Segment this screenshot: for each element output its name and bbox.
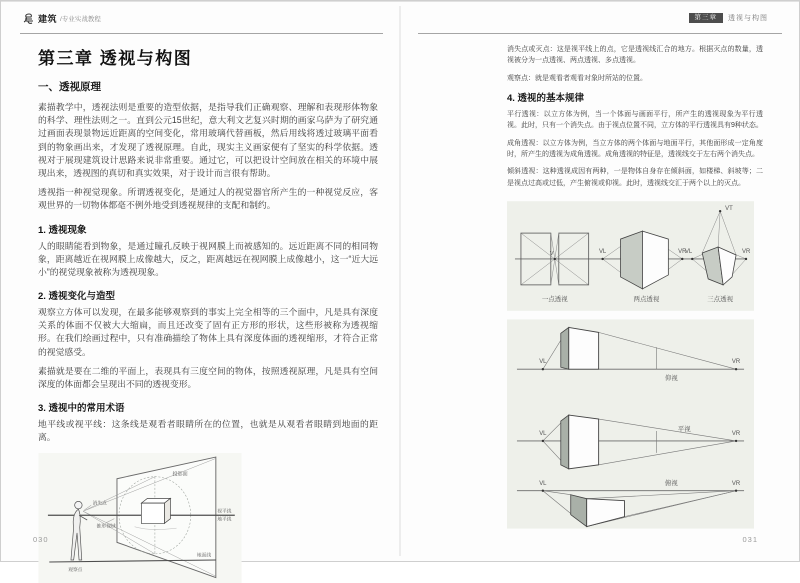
three-point-caption: 三点透视 bbox=[707, 295, 734, 303]
paragraph: 成角透视：以立方体为例，当立方体的两个体面与地面平行，其他面形成一定角度时，所产生的透视为成角透视。成角透视的特征是，透视线交于左右两个消失点。 bbox=[507, 139, 763, 158]
horizon-line-label: 地平线 bbox=[217, 517, 232, 523]
observer-point-label: 观察点 bbox=[68, 567, 83, 573]
chapter-title: 第三章 透视与构图 bbox=[38, 49, 193, 68]
brand-logo-icon bbox=[22, 12, 35, 25]
vl-label: VL bbox=[539, 480, 547, 487]
paragraph: 倾斜透视：这种透视成因有两种，一是物体自身存在倾斜面，如楼梯、斜坡等；二是视点过高或过低，产生俯视或仰视。此时，透视线交汇于两个以上的灭点。 bbox=[507, 168, 763, 187]
right-header-rule bbox=[418, 33, 782, 34]
eye-level-caption: 平视 bbox=[677, 425, 691, 433]
chapter-badge: 第三章 bbox=[689, 13, 724, 23]
paragraph: 素描教学中，透视法则是重要的造型依据，是指导我们正确观察、理解和表现形体物象的科学、理性法则之一。直到公元15世纪，意大利文艺复兴时期的画家乌萨为了研究通过画面表现景物远近距离的空间变化，常用玻璃代替画板，然后用线将透过玻璃平面看到的物象画出来，才发现了透视原理。自此，现实主义画家便有了坚实的科学依据。透视对于展现建筑设计思路来说非常重要。通过它，可以把设计空间放在相关的环境中展现出来，透视图的真切和真实效果，对于设计而言很有帮助。 bbox=[38, 102, 378, 178]
vl-label: VL bbox=[598, 248, 607, 255]
paragraph: 消失点或灭点：这是视平线上的点，它是透视线汇合的地方。根据灭点的数量，透视被分为一点透视、两点透视、多点透视。 bbox=[507, 46, 763, 65]
brand-series: /专业实战教程 bbox=[60, 16, 101, 23]
left-page-number: 030 bbox=[33, 535, 49, 544]
subsection-title-phenomenon: 1. 透视现象 bbox=[38, 224, 87, 236]
page-gutter bbox=[399, 6, 401, 556]
right-page-column bbox=[507, 44, 763, 529]
left-header-rule bbox=[20, 33, 383, 34]
cone-of-vision-figure bbox=[38, 453, 242, 583]
looking-down-caption: 俯视 bbox=[664, 479, 678, 487]
vr-label: VR bbox=[678, 248, 687, 255]
vr-label: VR bbox=[731, 359, 741, 366]
vl-label: VL bbox=[539, 359, 547, 366]
section-title-principle: 一、透视原理 bbox=[38, 81, 101, 93]
vl-label: VL bbox=[684, 248, 693, 255]
vr-label: VR bbox=[731, 480, 741, 487]
eye-level-line-label: 视平线 bbox=[217, 509, 232, 515]
paragraph: 人的眼睛能看到物象，是通过瞳孔反映于视网膜上而被感知的。远近距离不同的相同物象，距离越近在视网膜上成像越大，反之，距离越远在视网膜上成像越小，这一“近大远小”的视觉现象被称为透视现象。 bbox=[38, 240, 378, 277]
subsection-title-change: 2. 透视变化与造型 bbox=[38, 291, 116, 303]
v-label: V bbox=[549, 250, 554, 257]
paragraph: 素描就是要在二维的平面上，表现具有三度空间的物体，按照透视原理，凡是具有空间深度的体面都会呈现出不同的透视变形。 bbox=[38, 365, 378, 389]
left-running-header bbox=[22, 12, 101, 25]
subsection-title-rules: 4. 透视的基本规律 bbox=[507, 92, 585, 104]
vr-label: VR bbox=[742, 248, 751, 255]
paragraph: 观察立方体可以发现，在最多能够观察到的事实上完全相等的三个面中，凡是具有深度关系的体面不仅被大大缩扁，而且还改变了固有正方形的形状，这些形被称为透视缩形。在我们绘画过程中，只有准确描绘了物体上具有深度体面的透视缩形，才符合正常的视觉感受。 bbox=[38, 307, 378, 357]
two-point-caption: 两点透视 bbox=[633, 295, 660, 303]
ground-line-label: 地面线 bbox=[196, 553, 212, 559]
running-chapter-title: 透视与构图 bbox=[728, 15, 768, 22]
right-running-header bbox=[689, 13, 769, 23]
right-page-number: 031 bbox=[742, 535, 758, 544]
paragraph: 观察点：就是观看者观看对象时所站的位置。 bbox=[507, 74, 647, 82]
subsection-title-terms: 3. 透视中的常用术语 bbox=[38, 403, 125, 415]
view-angles-figure bbox=[507, 319, 754, 529]
one-point-caption: 一点透视 bbox=[541, 295, 568, 303]
vr-label: VR bbox=[731, 430, 741, 437]
brand-name: 建筑 bbox=[38, 14, 58, 24]
vanishing-point-label: 消失点 bbox=[92, 501, 107, 507]
projection-plane-label: 投影面 bbox=[172, 470, 188, 477]
perspective-types-figure bbox=[507, 201, 754, 311]
vl-label: VL bbox=[539, 430, 547, 437]
looking-up-caption: 仰视 bbox=[664, 375, 678, 383]
view-cone-label: 锥形视域 bbox=[96, 524, 116, 530]
paragraph: 透视指一种视觉现象。所谓透视变化，是通过人的视觉器官所产生的一种视觉反应，客观世界的一切物体都毫不例外地受到透视规律的支配和制约。 bbox=[38, 187, 378, 211]
paragraph: 平行透视：以立方体为例，当一个体面与画面平行，所产生的透视现象为平行透视。此时，只有一个消失点。由于视点位置不同，立方体的平行透视具有9种状态。 bbox=[507, 110, 763, 130]
paragraph: 地平线或视平线：这条线是观看者眼睛所在的位置，也就是从观看者眼睛到地面的距离。 bbox=[38, 419, 378, 443]
vt-label: VT bbox=[725, 206, 733, 213]
left-page-column bbox=[38, 44, 378, 583]
